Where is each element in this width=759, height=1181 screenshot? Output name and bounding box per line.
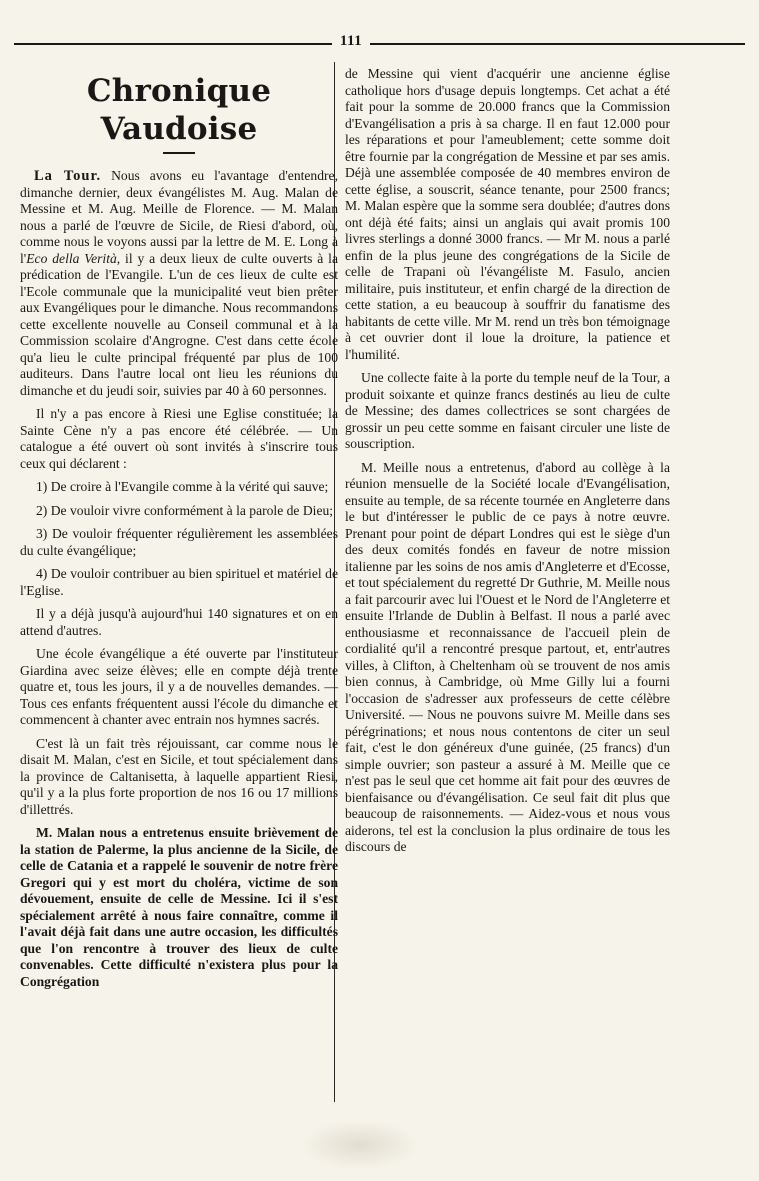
header-rule-right	[370, 43, 745, 45]
list-item-4: 4) De vouloir contribuer au bien spirituel et matériel de l'Eglise.	[20, 566, 338, 598]
header-rule-left	[14, 43, 332, 45]
page-header	[14, 32, 745, 52]
paragraph-signatures: Il y a déjà jusqu'à aujourd'hui 140 signatures et on en attend d'autres.	[20, 606, 338, 638]
paragraph-school: Une école évangélique a été ouverte par l'instituteur Giardina avec seize élèves; elle en compte déjà trente quatre et, tous les jours, il y a de nouvelles demandes. — Tous ces enfants fréquentent aussi l'école du dimanche et commencent à chanter avec entrain nos hymnes sacrés.	[20, 646, 338, 727]
paragraph-text: Nous avons eu l'avantage d'entendre, dimanche dernier, deux évangélistes M. Aug. Malan de Messine et M. Aug. Meille de Florence. — M. Malan nous a parlé de l'œuvre de Sicile, de Riesi d'abord, où, comme nous le voyons aussi par la lettre de M. E. Long à l'	[20, 168, 338, 266]
paragraph-illiteracy: C'est là un fait très réjouissant, car comme nous le disait M. Malan, c'est en Sicile, et tout spécialement dans la province de Caltanisetta, à laquelle appartient Riesi, qu'il y a la plus forte proportion de nos 16 ou 17 millions d'illettrés.	[20, 735, 338, 817]
left-column	[20, 66, 338, 1116]
paragraph-la-tour	[20, 168, 338, 399]
title-rule	[163, 152, 195, 154]
paragraph-riesi-church: Il n'y a pas encore à Riesi une Eglise constituée; la Sainte Cène n'y a pas encore été célébrée. — Un catalogue a été ouvert où sont invités à s'inscrire tous ceux qui déclarent :	[20, 406, 338, 471]
paragraph-messine: de Messine qui vient d'acquérir une ancienne église catholique hors d'usage depuis longtemps. Cet achat a été fait pour la somme de 20.000 francs que la Commission d'Evangélisation a pris à sa charge. Il en faut 12.000 pour les réparations et pour l'ameublement; cette somme doit être fournie par la congrégation de Messine et par ses amis. Déjà une assemblée composée de 40 membres environ de cette église, a souscrit, séance tenante, pour 2500 francs; M. Malan espère que la somme sera doublée; d'autres dons ont déjà été faits; ainsi un anglais qui avait promis 100 livres sterlings a donné 3000 francs. — Mr M. nous a parlé enfin de la plus jeune des congrégations de la Sicile de celle de Trapani où l'évangéliste M. Fasulo, ancien militaire, puis instituteur, et enfin chargé de la direction de cette station, a eu beaucoup à souffrir du fanatisme des habitants de cette ville. Mr M. rend un très bon témoignage à cet ouvrier dont il loue la droiture, la patience et l'humilité.	[345, 66, 670, 362]
list-item-1: 1) De croire à l'Evangile comme à la vérité qui sauve;	[36, 479, 329, 494]
right-column	[345, 66, 670, 1116]
list-item-3: 3) De vouloir fréquenter régulièrement les assemblées du culte évangélique;	[20, 526, 338, 558]
paragraph-palermo: M. Malan nous a entretenus ensuite brièvement de la station de Palerme, la plus ancienne de la Sicile, de celle de Catania et a rappelé le souvenir de notre frère Gregori qui y est mort du choléra, victime de son dévouement, ensuite de celle de Messine. Ici il s'est spécialement arrêté à nous faire connaître, comme il l'avait déjà fait dans une autre occasion, les difficultés que l'on rencontre à trouver des lieux de culte convenables. Cette difficulté n'existera plus pour la Congrégation	[20, 825, 338, 989]
page-number: 111	[339, 33, 363, 49]
paragraph-meille: M. Meille nous a entretenus, d'abord au collège à la réunion mensuelle de la Société locale d'Evangélisation, ensuite au temple, de sa récente tournée en Angleterre dans le but d'intéresser le public de ce pays à notre œuvre. Prenant pour point de départ Londres qui est le siège d'un des deux comités fondés en faveur de notre mission italienne par les soins de nos amis d'Angleterre et d'Ecosse, et tout spécialement du regretté Dr Guthrie, M. Meille nous a fait parcourir avec lui l'Ouest et le Nord de l'Angleterre et ensuite l'Irlande de Dublin à Belfast. Il nous a parlé avec enthousiasme et reconnaissance de l'accueil plein de cordialité qu'il a rencontré presque partout, et, entr'autres villes, à Clifton, à Cheltenham où se trouvent de nos amis bien connus, à Cambridge, où Mme Gilly lui a fourni l'occasion de s'adresser aux professeurs de cette célèbre Université. — Nous ne pouvons suivre M. Meille dans ses pérégrinations; et nous nous contentons de citer un seul fait, c'est le don généreux d'une guinée, (25 francs) d'un simple ouvrier; son pasteur a assuré à M. Meille que ce n'est pas le seul que cet homme ait fait pour des œuvres de bienfaisance ou d'évangélisation. Ce seul fait dit plus que beaucoup de raisonnements. — Aidez-vous et nous vous aiderons, tel est la conclusion la plus ordinaire de tous les discours de	[345, 459, 670, 854]
list-item-2: 2) De vouloir vivre conformément à la parole de Dieu;	[36, 502, 334, 518]
paragraph-collecte: Une collecte faite à la porte du temple neuf de la Tour, a produit soixante et quinze francs destinés au lieu de culte de Messine; des dames collectrices se sont chargées de grossir un peu cette somme en faisant circuler une liste de souscription.	[345, 370, 670, 451]
paragraph-text-continued: , il y a deux lieux de culte ouverts à la prédication de l'Evangile. L'un de ces lieux de culte est l'Ecole communale que la municipalité veut bien prêter aux Evangéliques pour le dimanche. Nous recommandons cette excellente nouvelle au Conseil communal et à la Commission scolaire d'Angrogne. C'est dans cette école qu'a lieu le culte principal fréquenté par plus de 100 auditeurs. Dans l'autre local ont lieu les réunions du dimanche et du jeudi soir, suivies par 40 à 60 personnes.	[20, 250, 338, 398]
paper-stain	[300, 1120, 420, 1170]
italic-title: Eco della Verità	[26, 250, 117, 266]
paragraph-lead: La Tour.	[34, 168, 102, 184]
page-title: Chronique Vaudoise	[86, 73, 272, 147]
